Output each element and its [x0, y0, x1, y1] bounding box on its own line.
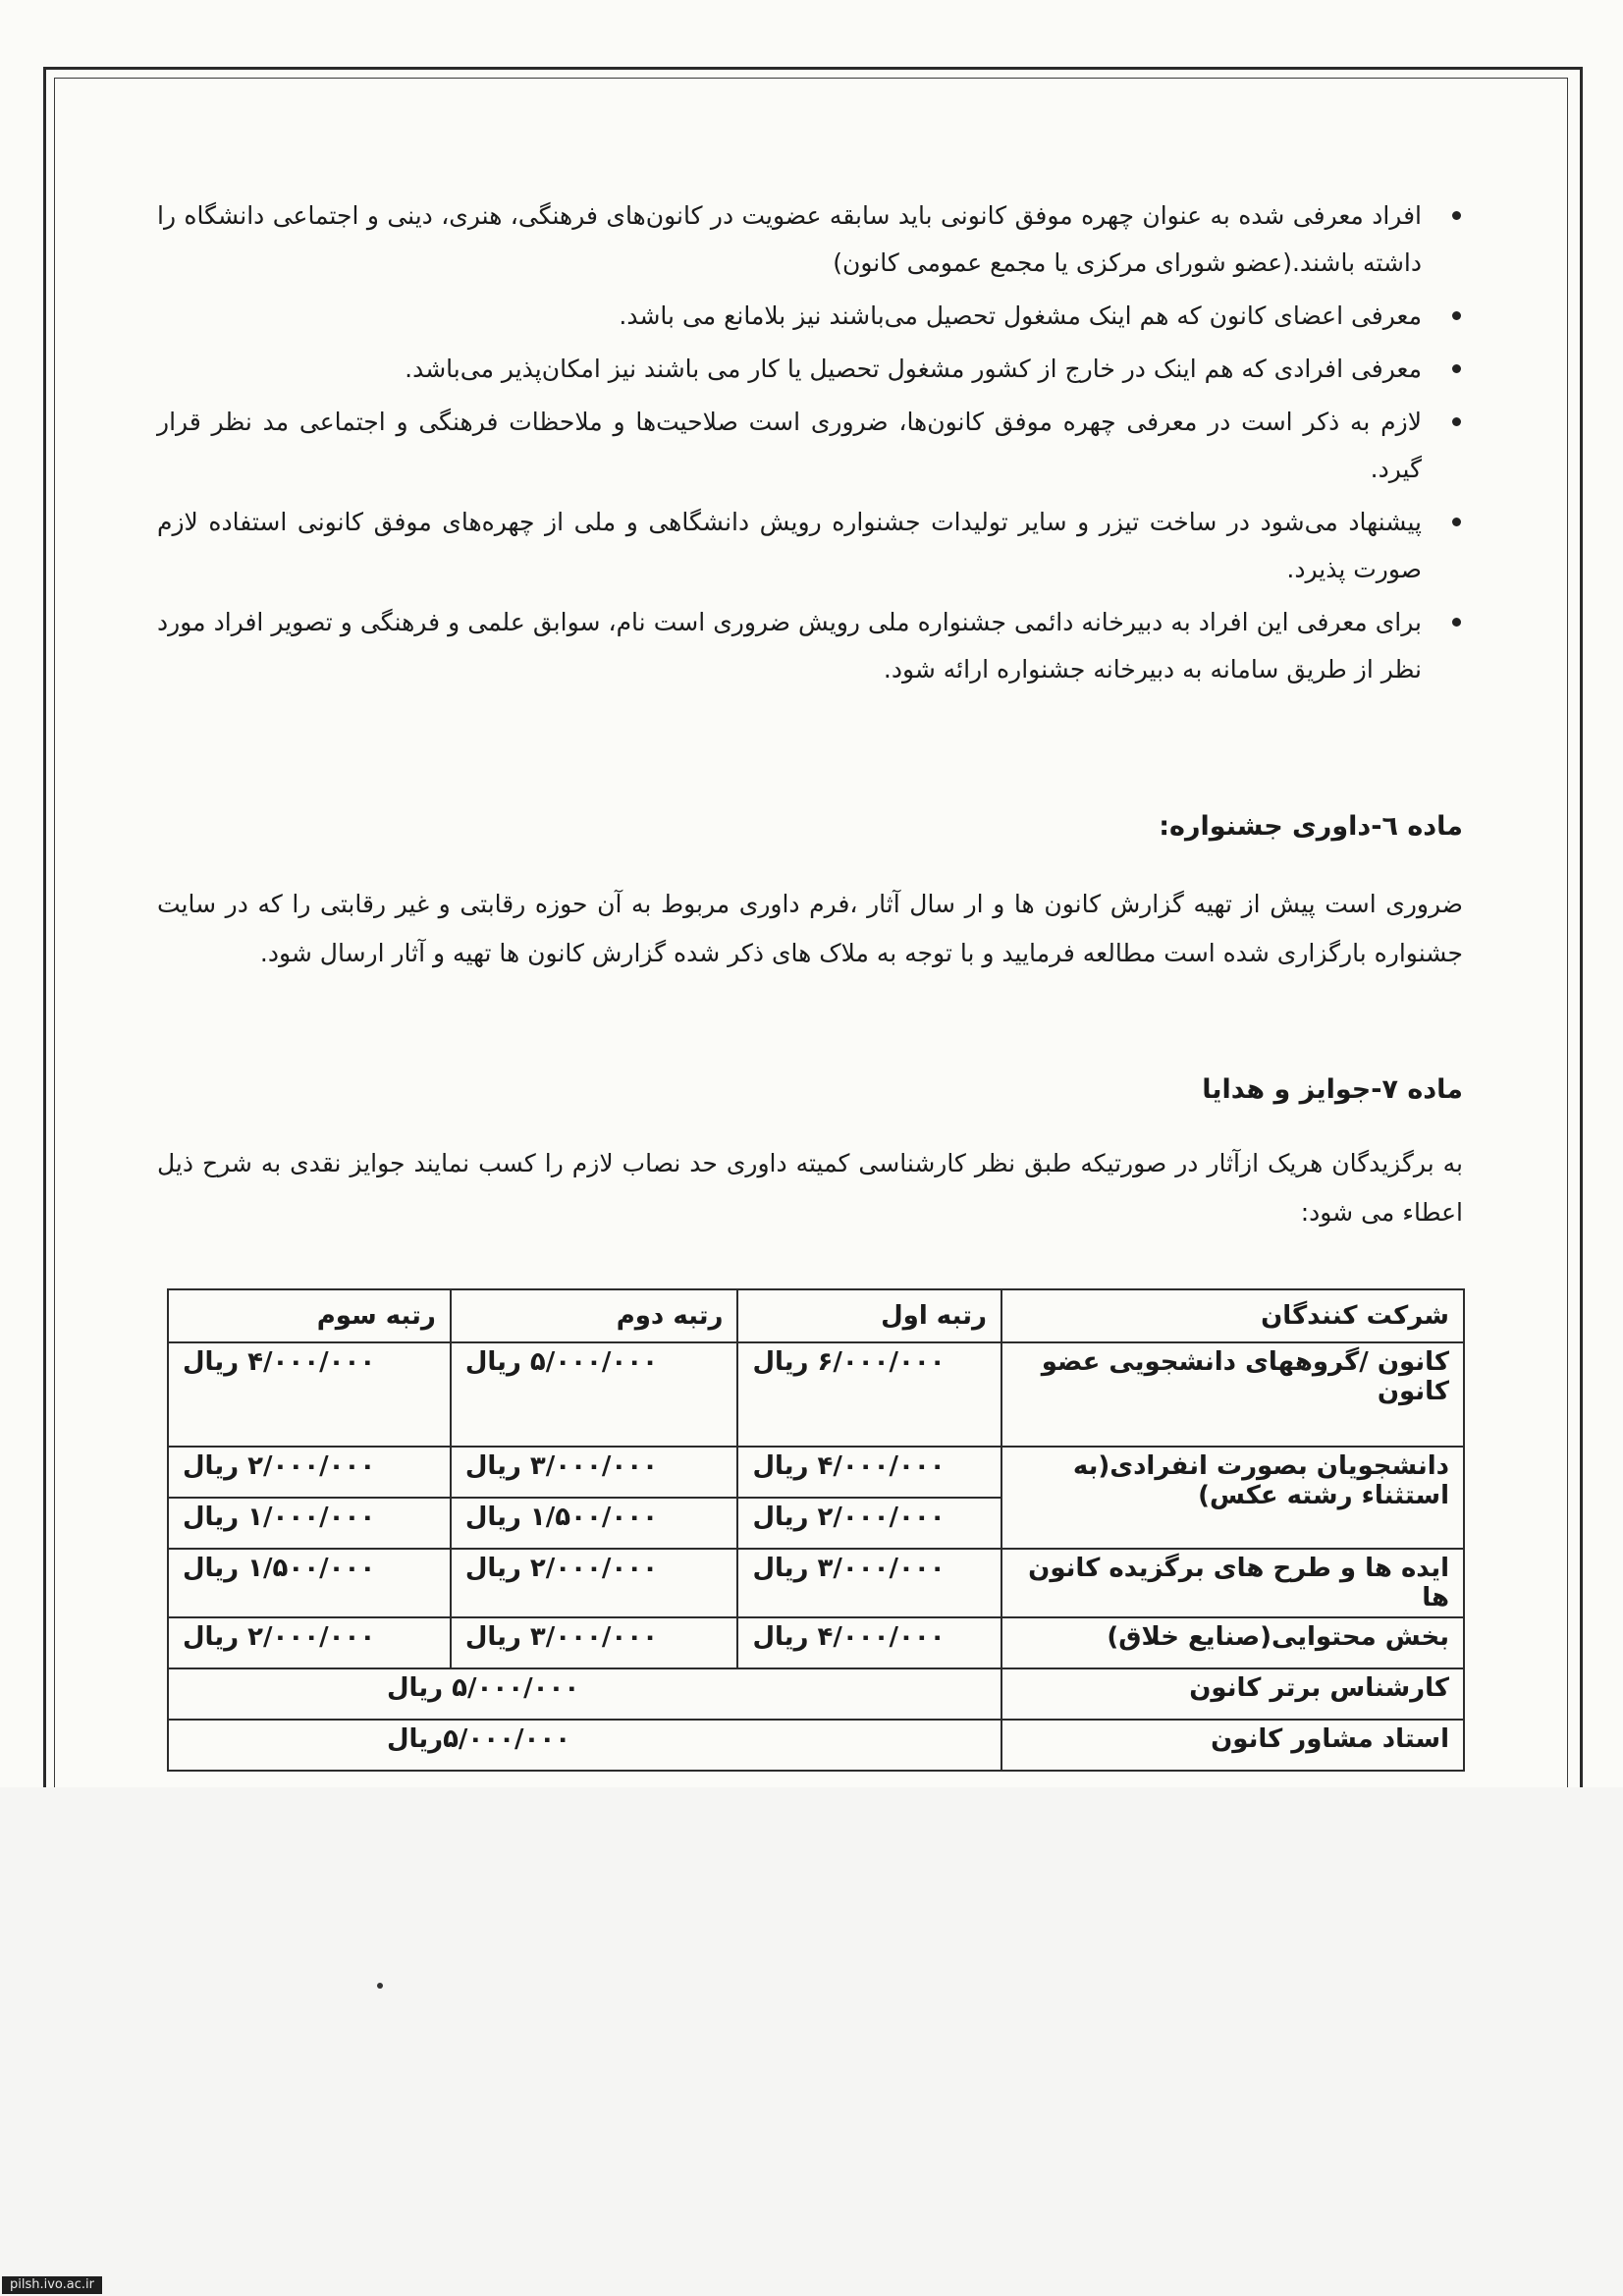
row-label: دانشجویان بصورت انفرادی(به استثناء رشته عکس) [1001, 1447, 1464, 1549]
section6-text: ضروری است پیش از تهیه گزارش کانون ها و ار سال آثار ،فرم داوری مربوط به آن حوزه رقابتی و غیر رقابتی را که در سایت جشنواره بارگزاری شده است مطالعه فرمایید و با توجه به ملاک های ذکر شده گزارش کانون ها تهیه و آثار ارسال شود. [157, 890, 1463, 967]
requirements-list [157, 192, 1463, 699]
table-header-row [168, 1289, 1464, 1342]
row-label: کارشناس برتر کانون [1001, 1668, 1464, 1720]
row-label: کانون /گروههای دانشجویی عضو کانون [1001, 1342, 1464, 1447]
amount-first: ۶/۰۰۰/۰۰۰ ریال [737, 1342, 1001, 1447]
amount-second: ۳/۰۰۰/۰۰۰ ریال [451, 1617, 738, 1668]
row-label: ایده ها و طرح های برگزیده کانون ها [1001, 1549, 1464, 1617]
scan-speck [377, 1983, 383, 1989]
list-item: معرفی افرادی که هم اینک در خارج از کشور مشغول تحصیل یا کار می باشند نیز امکان‌پذیر می‌باشد. [157, 346, 1463, 393]
section7-text: به برگزیدگان هریک ازآثار در صورتیکه طبق نظر کارشناسی کمیته داوری حد نصاب لازم را کسب نمایند جوایز نقدی به شرح ذیل اعطاء می شود: [157, 1149, 1463, 1227]
table-row [168, 1668, 1464, 1720]
amount-first: ۴/۰۰۰/۰۰۰ ریال [737, 1447, 1001, 1498]
section7-title: ماده ۷-جوایز و هدایا [1202, 1074, 1463, 1105]
amount-third: ۴/۰۰۰/۰۰۰ ریال [168, 1342, 451, 1447]
amount-second: ۵/۰۰۰/۰۰۰ ریال [451, 1342, 738, 1447]
header-second: رتبه دوم [451, 1289, 738, 1342]
table-row [168, 1720, 1464, 1771]
list-item: پیشنهاد می‌شود در ساخت تیزر و سایر تولیدات جشنواره رویش دانشگاهی و ملی از چهره‌های موفق کانونی استفاده لازم صورت پذیرد. [157, 499, 1463, 593]
section6-title: ماده ٦-داوری جشنواره: [1159, 811, 1463, 842]
scan-margin [0, 1787, 1623, 2296]
amount-first: ۳/۰۰۰/۰۰۰ ریال [737, 1549, 1001, 1617]
header-participants: شرکت کنندگان [1001, 1289, 1464, 1342]
list-item: لازم به ذکر است در معرفی چهره موفق کانون‌ها، ضروری است صلاحیت‌ها و ملاحظات فرهنگی و اجتماعی مد نظر قرار گیرد. [157, 399, 1463, 493]
row-label: استاد مشاور کانون [1001, 1720, 1464, 1771]
amount-second: ۱/۵۰۰/۰۰۰ ریال [451, 1498, 738, 1549]
amount-first: ۴/۰۰۰/۰۰۰ ریال [737, 1617, 1001, 1668]
amount-second: ۲/۰۰۰/۰۰۰ ریال [451, 1549, 738, 1617]
amount-single: ۵/۰۰۰/۰۰۰ ریال [168, 1668, 1001, 1720]
amount-third: ۲/۰۰۰/۰۰۰ ریال [168, 1617, 451, 1668]
header-first: رتبه اول [737, 1289, 1001, 1342]
amount-first: ۲/۰۰۰/۰۰۰ ریال [737, 1498, 1001, 1549]
source-watermark: pilsh.ivo.ac.ir [2, 2276, 102, 2294]
table-row [168, 1549, 1464, 1617]
table-row [168, 1617, 1464, 1668]
amount-single: ۵/۰۰۰/۰۰۰ریال [168, 1720, 1001, 1771]
amount-third: ۲/۰۰۰/۰۰۰ ریال [168, 1447, 451, 1498]
header-third: رتبه سوم [168, 1289, 451, 1342]
row-label: بخش محتوایی(صنایع خلاق) [1001, 1617, 1464, 1668]
table-row [168, 1342, 1464, 1447]
amount-second: ۳/۰۰۰/۰۰۰ ریال [451, 1447, 738, 1498]
list-item: معرفی اعضای کانون که هم اینک مشغول تحصیل می‌باشند نیز بلامانع می باشد. [157, 293, 1463, 340]
amount-third: ۱/۰۰۰/۰۰۰ ریال [168, 1498, 451, 1549]
awards-table [167, 1288, 1465, 1772]
table-row [168, 1447, 1464, 1498]
list-item: برای معرفی این افراد به دبیرخانه دائمی جشنواره ملی رویش ضروری است نام، سوابق علمی و فرهنگی و تصویر افراد مورد نظر از طریق سامانه به دبیرخانه جشنواره ارائه شود. [157, 599, 1463, 693]
amount-third: ۱/۵۰۰/۰۰۰ ریال [168, 1549, 451, 1617]
list-item: افراد معرفی شده به عنوان چهره موفق کانونی باید سابقه عضویت در کانون‌های فرهنگی، هنری، دینی و اجتماعی دانشگاه را داشته باشند.(عضو شورای مرکزی یا مجمع عمومی کانون) [157, 192, 1463, 287]
